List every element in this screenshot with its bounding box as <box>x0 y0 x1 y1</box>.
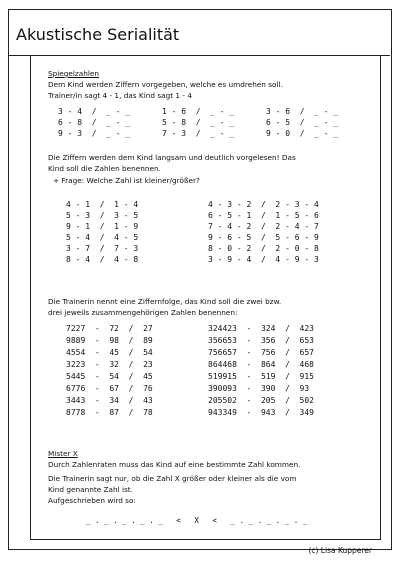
s2-left-row: 8 - 4 / 4 - 8 <box>66 255 139 264</box>
s3-right-row: 756657 - 756 / 657 <box>208 348 314 357</box>
s3-left-row: 9889 - 98 / 89 <box>66 336 153 345</box>
s3-right-row: 390093 - 390 / 93 <box>208 384 310 393</box>
s4-instruction-1: Durch Zahlenraten muss das Kind auf eine bestimmte Zahl kommen. <box>48 460 301 469</box>
s2-instruction-1: Die Ziffern werden dem Kind langsam und deutlich vorgelesen! Das <box>48 153 296 162</box>
s2-right-row: 8 - 0 - 2 / 2 - 0 - 8 <box>208 244 319 253</box>
s4-instruction-2: Die Trainerin sagt nur, ob die Zahl X größer oder kleiner als die vom <box>48 474 297 483</box>
s2-question: + Frage: Welche Zahl ist kleiner/größer? <box>53 176 200 185</box>
s3-left-row: 7227 - 72 / 27 <box>66 324 153 333</box>
s3-left-row: 8778 - 87 / 78 <box>66 408 153 417</box>
section-heading-mister-x: Mister X <box>48 449 78 458</box>
s1-cell: 6 - 5 / _ - _ <box>266 118 339 127</box>
s4-instruction-4: Aufgeschrieben wird so: <box>48 496 136 505</box>
s3-instruction-2: drei jeweils zusammengehörigen Zahlen benennen: <box>48 308 238 317</box>
s1-cell: 3 - 6 / _ - _ <box>266 107 339 116</box>
s1-instruction-2: Trainer/in sagt 4 - 1, das Kind sagt 1 - 4 <box>48 91 192 100</box>
s2-left-row: 3 - 7 / 7 - 3 <box>66 244 139 253</box>
s1-cell: 9 - 3 / _ - _ <box>58 129 131 138</box>
s2-instruction-2: Kind soll die Zahlen benennen. <box>48 164 161 173</box>
s3-right-row: 356653 - 356 / 653 <box>208 336 314 345</box>
s2-right-row: 9 - 6 - 5 / 5 - 6 - 9 <box>208 233 319 242</box>
s3-left-row: 3223 - 32 / 23 <box>66 360 153 369</box>
s3-right-row: 943349 - 943 / 349 <box>208 408 314 417</box>
s3-left-row: 6776 - 67 / 76 <box>66 384 153 393</box>
s1-cell: 7 - 3 / _ - _ <box>162 129 235 138</box>
s3-instruction-1: Die Trainerin nennt eine Ziffernfolge, das Kind soll die zwei bzw. <box>48 297 282 306</box>
s3-right-row: 864468 - 864 / 468 <box>208 360 314 369</box>
s1-cell: 1 - 6 / _ - _ <box>162 107 235 116</box>
page-title: Akustische Serialität <box>16 25 180 44</box>
s1-cell: 6 - 8 / _ - _ <box>58 118 131 127</box>
s3-left-row: 3443 - 34 / 43 <box>66 396 153 405</box>
s1-instruction-1: Dem Kind werden Ziffern vorgegeben, welche es umdrehen soll. <box>48 80 283 89</box>
copyright-footer: (c) Lisa Kupperer <box>308 546 372 555</box>
s4-instruction-3: Kind genannte Zahl ist. <box>48 485 133 494</box>
s2-left-row: 4 - 1 / 1 - 4 <box>66 200 139 209</box>
s2-left-row: 9 - 1 / 1 - 9 <box>66 222 139 231</box>
section-heading-spiegelzahlen: Spiegelzahlen <box>48 69 99 78</box>
s3-right-row: 324423 - 324 / 423 <box>208 324 314 333</box>
s2-left-row: 5 - 3 / 3 - 5 <box>66 211 139 220</box>
s2-right-row: 3 - 9 - 4 / 4 - 9 - 3 <box>208 255 319 264</box>
mister-x-formula: _ . _ . _ . _ . _ < X < _ . _ . _ . _ . _ <box>86 516 308 525</box>
s2-right-row: 7 - 4 - 2 / 2 - 4 - 7 <box>208 222 319 231</box>
s1-cell: 5 - 8 / _ - _ <box>162 118 235 127</box>
s2-left-row: 5 - 4 / 4 - 5 <box>66 233 139 242</box>
s3-right-row: 519915 - 519 / 915 <box>208 372 314 381</box>
s3-left-row: 4554 - 45 / 54 <box>66 348 153 357</box>
s2-right-row: 6 - 5 - 1 / 1 - 5 - 6 <box>208 211 319 220</box>
s3-right-row: 205502 - 205 / 502 <box>208 396 314 405</box>
s2-right-row: 4 - 3 - 2 / 2 - 3 - 4 <box>208 200 319 209</box>
s1-cell: 3 - 4 / _ - _ <box>58 107 131 116</box>
s3-left-row: 5445 - 54 / 45 <box>66 372 153 381</box>
s1-cell: 9 - 0 / _ - _ <box>266 129 339 138</box>
